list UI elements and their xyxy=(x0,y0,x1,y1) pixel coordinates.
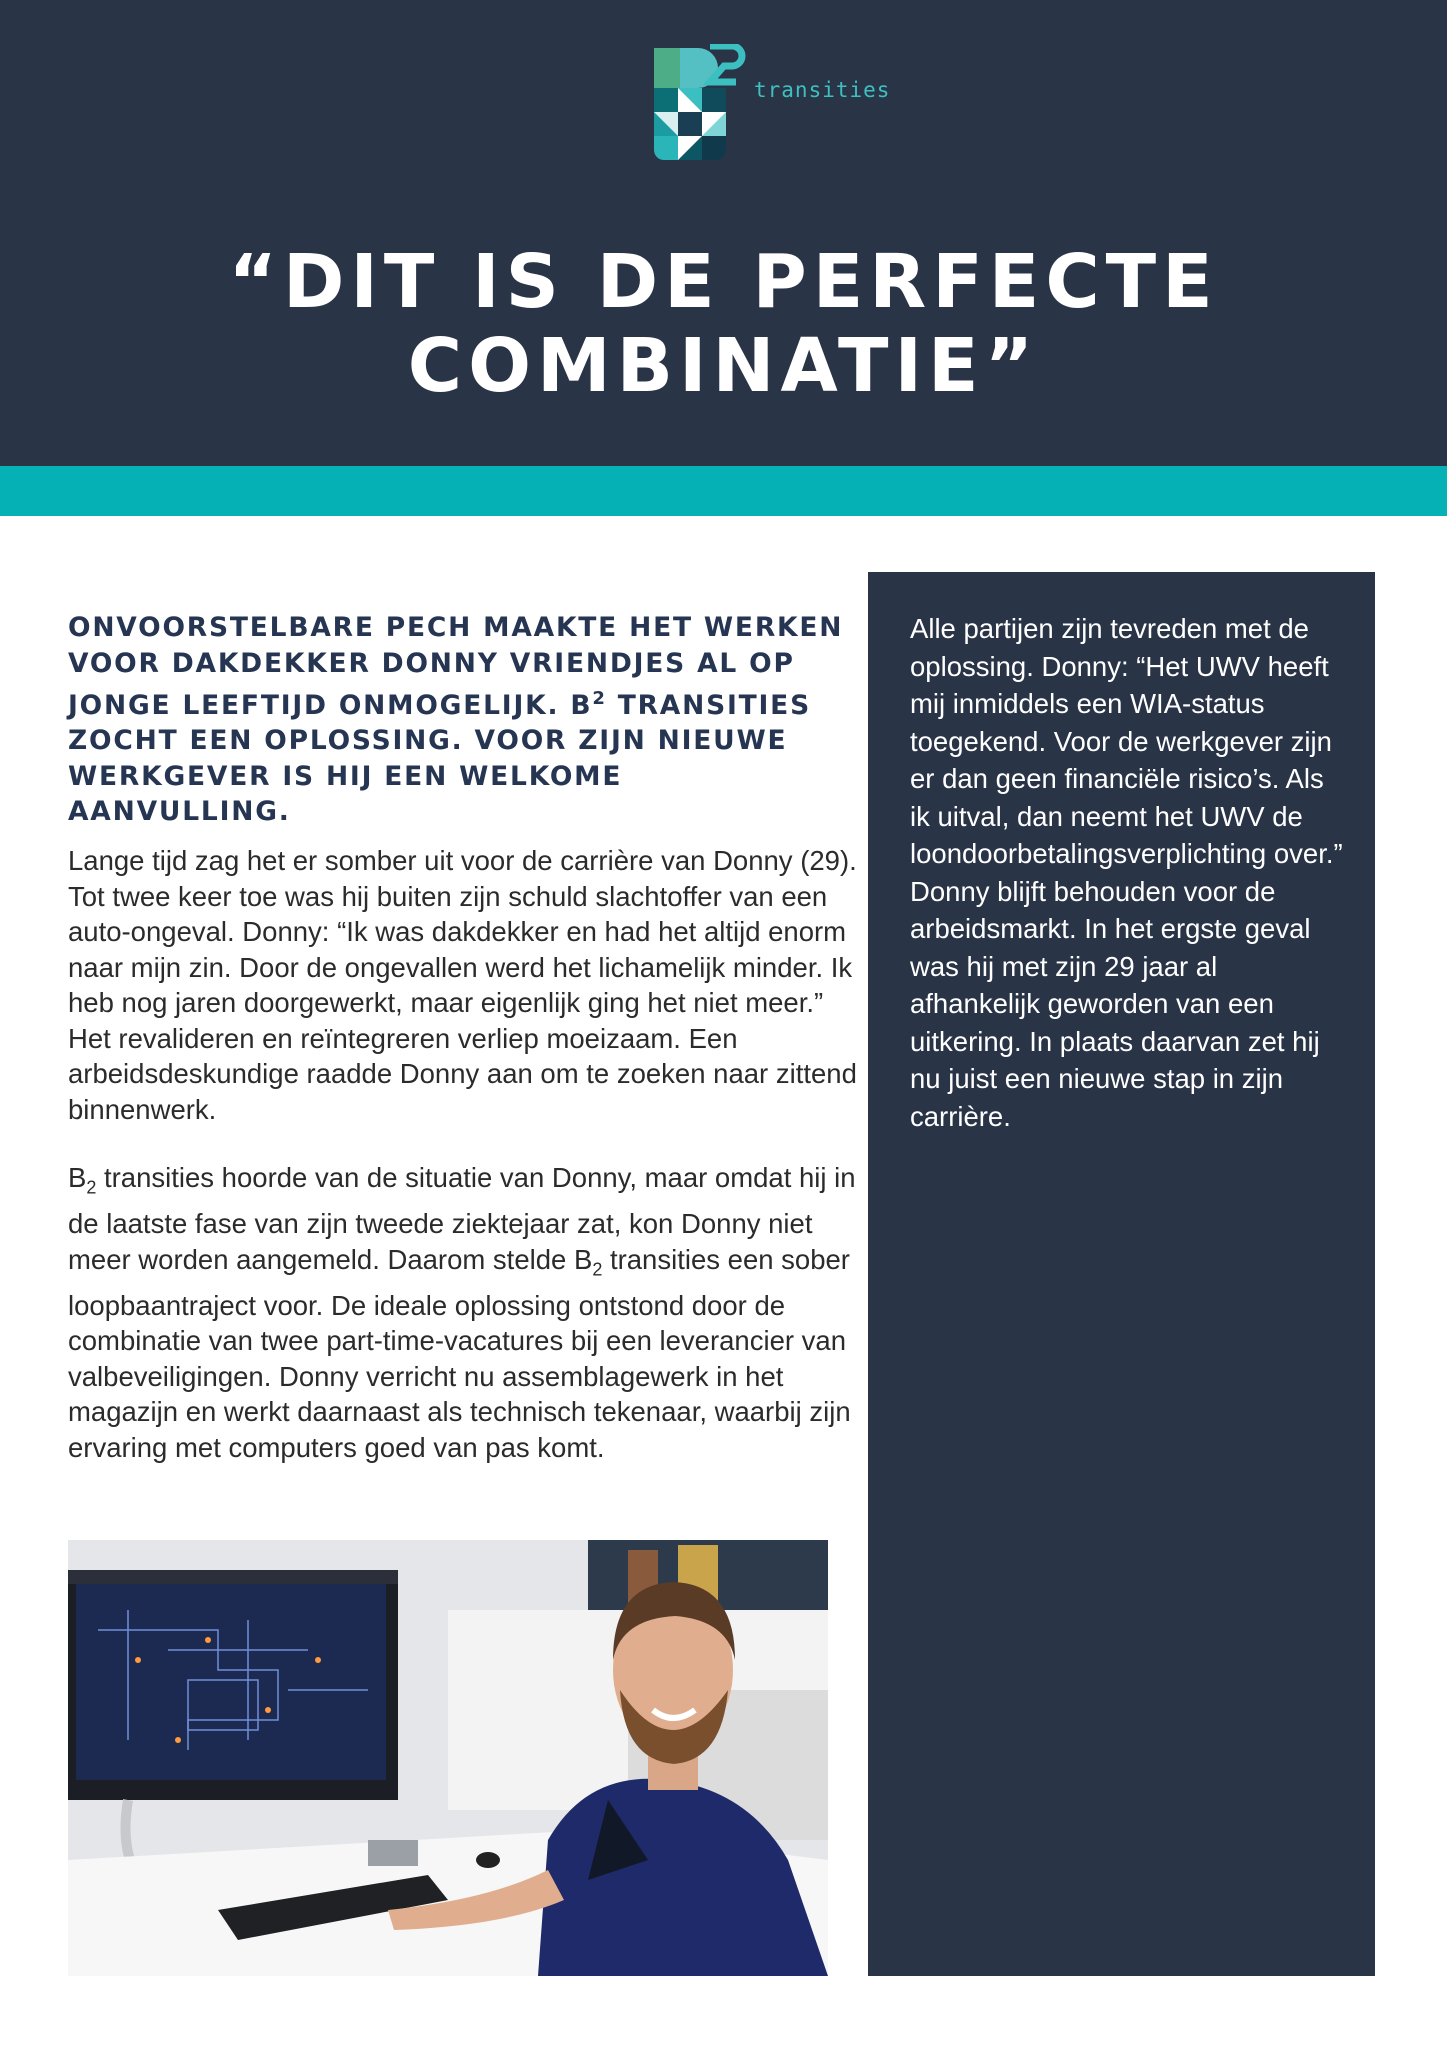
subscript-2: 2 xyxy=(592,1259,603,1279)
intro-superscript: 2 xyxy=(592,688,607,709)
body-paragraph-2-part2: transities een sober loopbaantraject voor. De ideale oplossing ontstond door de combinatie van twee part-time-vacatures bij een leverancier van valbeveiligingen. Donny verricht nu assemblagewerk in het magazijn en werkt daarnaast als technisch tekenaar, waarbij zijn ervaring met computers goed van pas komt. xyxy=(68,1243,851,1463)
b-letter: B xyxy=(68,1162,87,1193)
accent-band xyxy=(0,466,1447,516)
intro-text-2: TRANSITIES ZOCHT EEN OPLOSSING. VOOR ZIJN NIEUWE WERKGEVER IS HIJ EEN WELKOME AANVULLING. xyxy=(68,689,811,828)
photo-icon xyxy=(68,1540,828,1976)
body-paragraph-2-part1: transities hoorde van de situatie van Donny, maar omdat hij in de laatste fase van zijn tweede ziektejaar zat, kon Donny niet meer worden aangemeld. Daarom stelde xyxy=(68,1162,856,1275)
intro-text-1: ONVOORSTELBARE PECH MAAKTE HET WERKEN VOOR DAKDEKKER DONNY VRIENDJES AL OP JONGE LEEFTIJD ONMOGELIJK. B xyxy=(68,612,844,721)
subscript-2: 2 xyxy=(86,1177,97,1198)
page-title: “DIT IS DE PERFECTE COMBINATIE” xyxy=(228,239,1219,409)
body-paragraph-1: Lange tijd zag het er somber uit voor de carrière van Donny (29). Tot twee keer toe was hij buiten zijn schuld slachtoffer van een auto-ongeval. Donny: “Ik was dakdekker en had het altijd enorm naar mijn zin. Door de ongevallen werd het lichamelijk minder. Ik heb nog jaren doorgewerkt, maar eigenlijk ging het niet meer.” Het revalideren en reïntegreren verliep moeizaam. Een arbeidsdeskundige raadde Donny aan om te zoeken naar zittend binnenwerk. xyxy=(68,845,857,1125)
sidebar-text: Alle partijen zijn tevreden met de oplossing. Donny: “Het UWV heeft mij inmiddels een WIA-status toegekend. Voor de werkgever zijn er dan geen financiële risico’s. Als ik uitval, dan neemt het UWV de loondoorbetalingsverplichting over.” Donny blijft behouden voor de arbeidsmarkt. In het ergste geval was hij met zijn 29 jaar al afhankelijk geworden van een uitkering. In plaats daarvan zet hij nu juist een nieuwe stap in zijn carrière. xyxy=(910,613,1343,1132)
photo xyxy=(68,1540,828,1976)
brand-name: transities xyxy=(754,78,891,102)
body-paragraph-2 xyxy=(68,1160,858,1465)
b2-logo-icon xyxy=(652,44,902,204)
b-letter: B xyxy=(573,1243,593,1275)
intro-heading xyxy=(68,610,848,830)
